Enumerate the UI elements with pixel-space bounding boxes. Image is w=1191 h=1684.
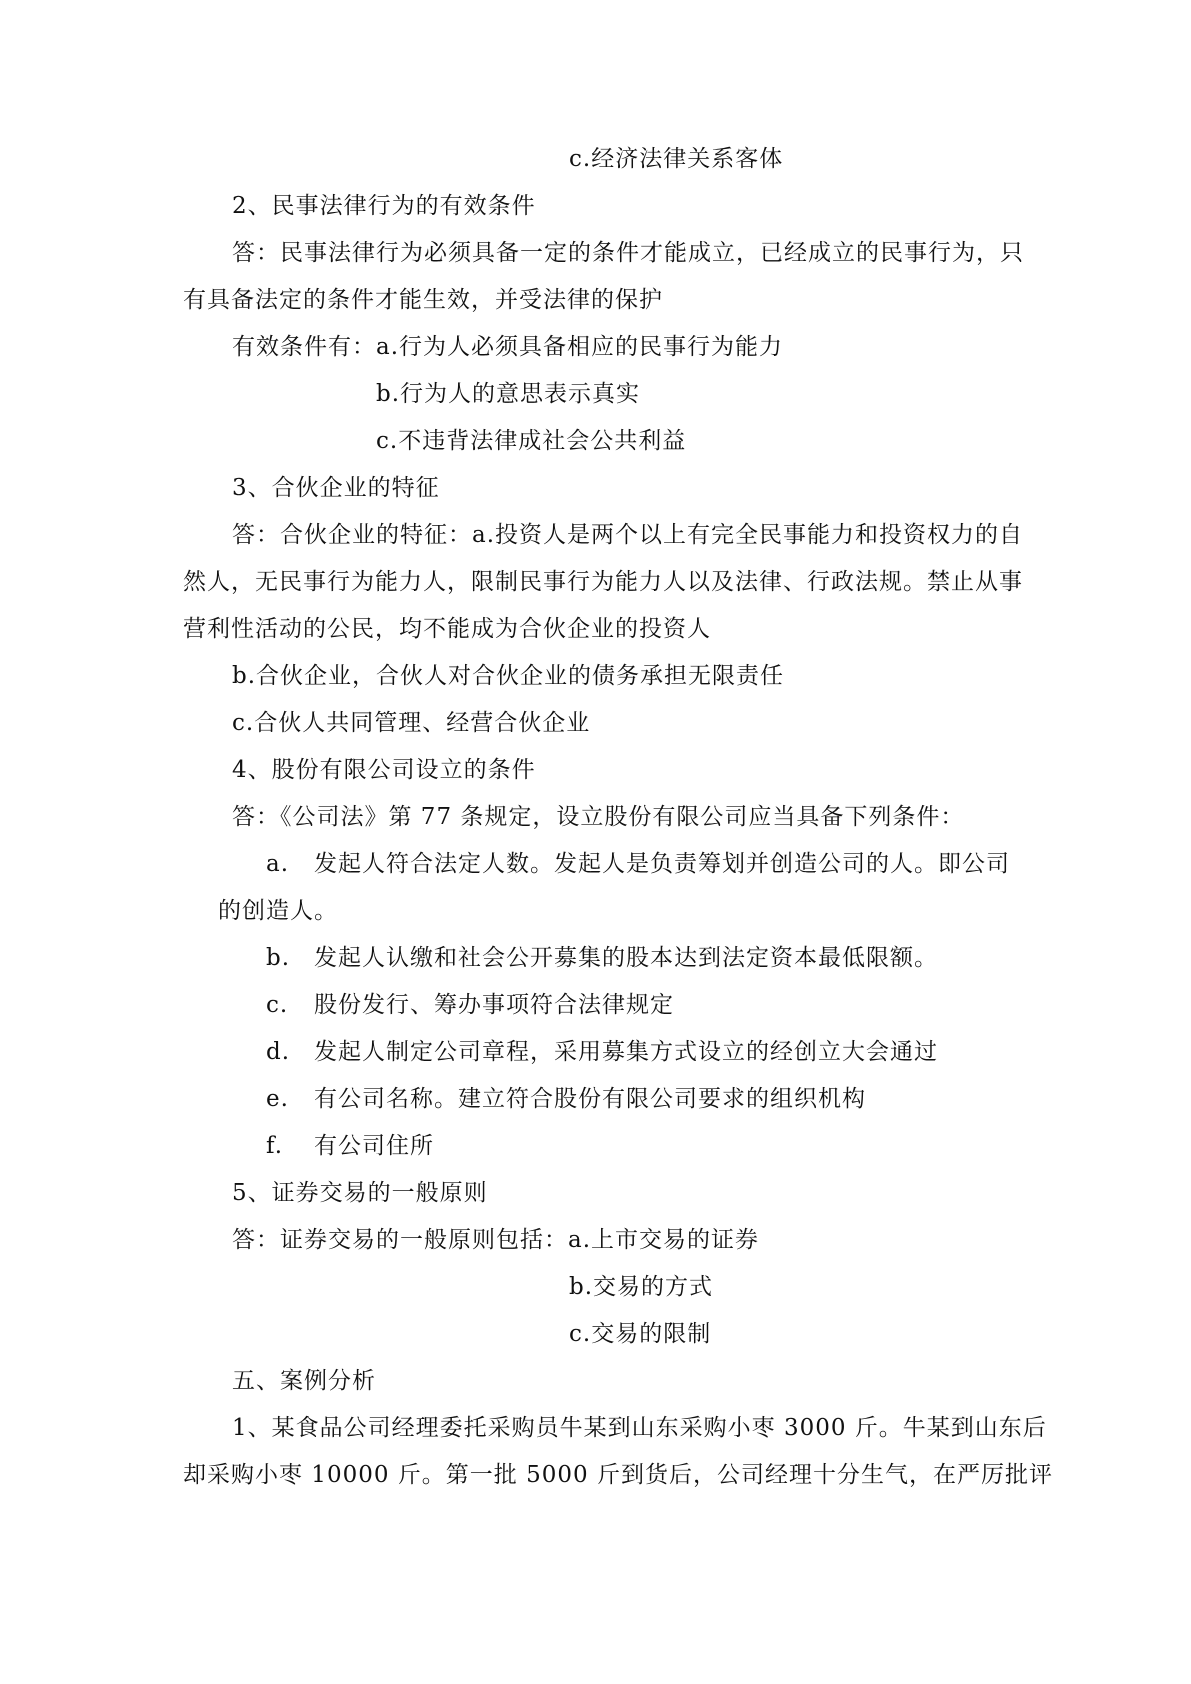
condition-text: 发起人符合法定人数。发起人是负责筹划并创造公司的人。即公司 [314, 851, 1010, 877]
condition-marker: a. [266, 851, 290, 877]
text-line: 然人，无民事行为能力人，限制民事行为能力人以及法律、行政法规。禁止从事 [183, 569, 1023, 595]
condition-item [266, 1037, 938, 1067]
text-line: c.经济法律关系客体 [569, 146, 784, 172]
condition-item [266, 943, 938, 973]
condition-marker: b. [266, 945, 291, 971]
condition-marker: e. [266, 1086, 289, 1112]
condition-marker: d. [266, 1039, 291, 1065]
condition-item [266, 1131, 434, 1161]
text-line: c.合伙人共同管理、经营合伙企业 [232, 710, 591, 736]
text-line: 答：证券交易的一般原则包括：a.上市交易的证券 [232, 1227, 760, 1253]
text-line: 有效条件有：a.行为人必须具备相应的民事行为能力 [232, 334, 784, 360]
text-line: 答：合伙企业的特征：a.投资人是两个以上有完全民事能力和投资权力的自 [232, 522, 1024, 548]
text-line: 答：民事法律行为必须具备一定的条件才能成立，已经成立的民事行为，只 [232, 240, 1024, 266]
condition-text: 股份发行、筹办事项符合法律规定 [314, 992, 674, 1018]
text-line: b.合伙企业，合伙人对合伙企业的债务承担无限责任 [232, 663, 785, 689]
condition-item [266, 1084, 866, 1114]
text-line: 却采购小枣 10000 斤。第一批 5000 斤到货后，公司经理十分生气，在严厉批评 [183, 1462, 1053, 1488]
condition-marker: c. [266, 992, 289, 1018]
condition-item [266, 990, 674, 1020]
text-line: 的创造人。 [218, 898, 338, 924]
condition-text: 有公司名称。建立符合股份有限公司要求的组织机构 [314, 1086, 866, 1112]
text-line: c.交易的限制 [569, 1321, 712, 1347]
text-line: 营利性活动的公民，均不能成为合伙企业的投资人 [183, 616, 711, 642]
section-heading: 五、案例分析 [232, 1368, 376, 1394]
text-line: 有具备法定的条件才能生效，并受法律的保护 [183, 287, 663, 313]
text-line: b.交易的方式 [569, 1274, 714, 1300]
text-line: 答：《公司法》第 77 条规定，设立股份有限公司应当具备下列条件： [232, 804, 965, 830]
condition-item [266, 849, 1010, 879]
condition-marker: f. [266, 1133, 284, 1159]
condition-text: 发起人认缴和社会公开募集的股本达到法定资本最低限额。 [314, 945, 938, 971]
section-heading: 5、证券交易的一般原则 [232, 1180, 488, 1206]
section-heading: 4、股份有限公司设立的条件 [232, 757, 536, 783]
section-heading: 3、合伙企业的特征 [232, 475, 440, 501]
condition-text: 发起人制定公司章程，采用募集方式设立的经创立大会通过 [314, 1039, 938, 1065]
condition-text: 有公司住所 [314, 1133, 434, 1159]
text-line: b.行为人的意思表示真实 [376, 381, 641, 407]
text-line: 1、某食品公司经理委托采购员牛某到山东采购小枣 3000 斤。牛某到山东后 [232, 1415, 1047, 1441]
text-line: c.不违背法律成社会公共利益 [376, 428, 687, 454]
section-heading: 2、民事法律行为的有效条件 [232, 193, 536, 219]
